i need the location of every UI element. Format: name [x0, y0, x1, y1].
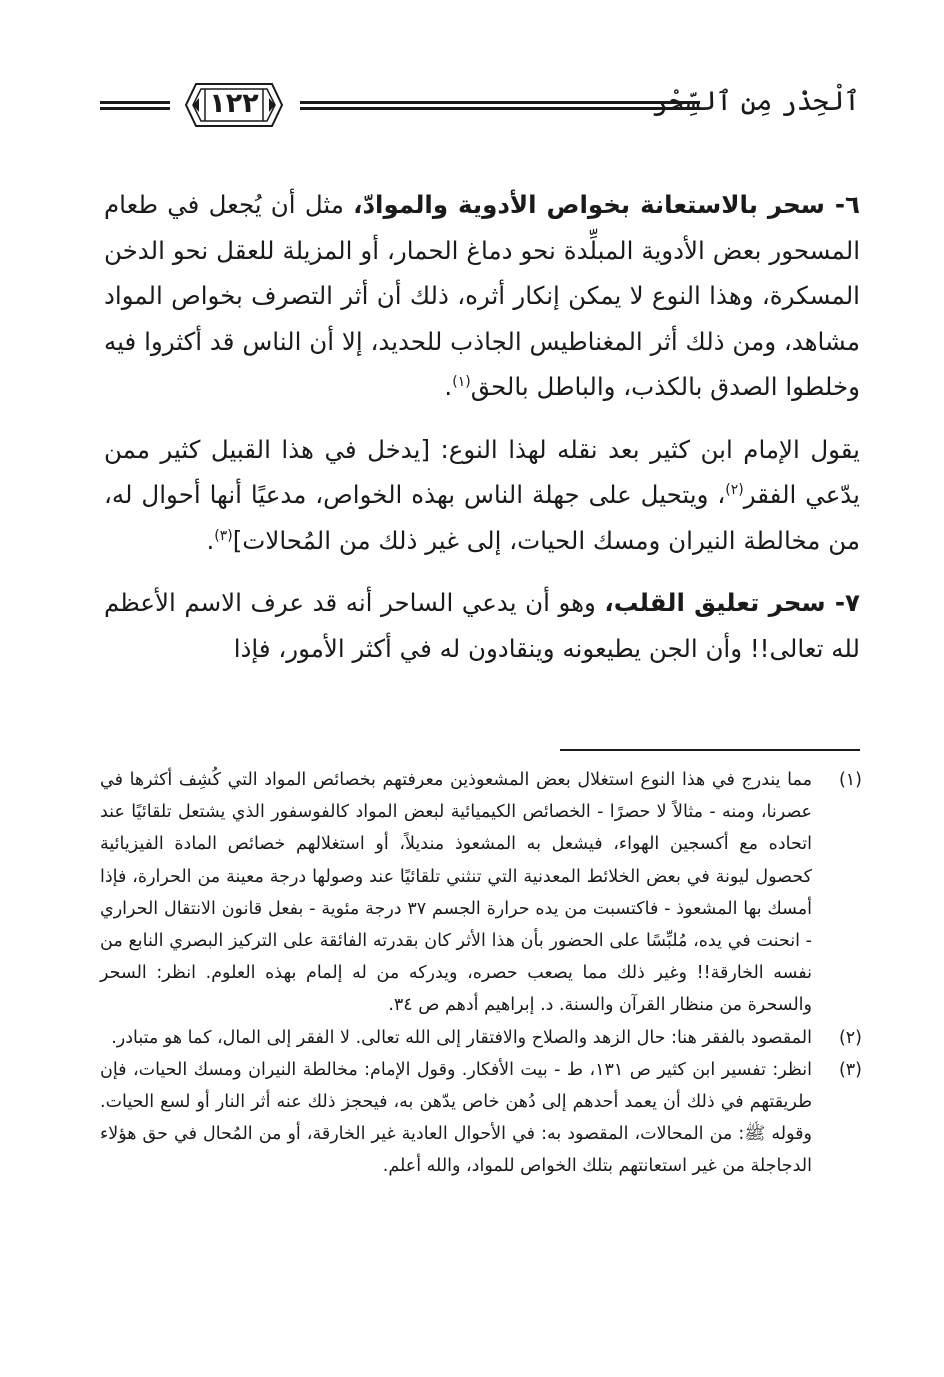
footnote-number: (٣): [838, 1059, 862, 1080]
paragraph-7-heading: سحر تعليق القلب،: [604, 588, 835, 617]
paragraph-6-end: .: [444, 372, 453, 401]
footnotes: [100, 764, 862, 1183]
footnote-ref-2[interactable]: (٢): [725, 481, 744, 498]
footnote-number: (١): [838, 770, 862, 790]
footnote-ref-3[interactable]: (٣): [214, 527, 233, 544]
footnote-3: [100, 1054, 862, 1183]
footnote-ref-1[interactable]: (١): [452, 373, 471, 390]
footnote-1: [100, 764, 862, 1022]
running-header: [100, 80, 860, 132]
paragraph-7-text: وهو أن يدعي الساحر أنه قد عرف الاسم الأعظم لله تعالى!! وأن الجن يطيعونه وينقادون له في أكثر الأمور، فإذا: [104, 588, 860, 663]
paragraph-7-number: ٧-: [834, 588, 860, 617]
header-rule-right: [300, 101, 700, 111]
paragraph-6-text: مثل أن يُجعل في طعام المسحور بعض الأدوية المبلِّدة نحو دماغ الحمار، أو المزيلة للعقل نحو الدخن المسكرة، وهذا النوع لا يمكن إنكار أثره، ذلك أن أثر التصرف بخواص المواد مشاهد، ومن ذلك أثر المغناطيس الجاذب للحديد، إلا أن الناس قد أكثروا فيه وخلطوا الصدق بالكذب، والباطل بالحق: [104, 190, 860, 401]
footnote-separator: [560, 749, 860, 751]
paragraph-6: [104, 182, 860, 410]
footnote-text: مما يندرج في هذا النوع استغلال بعض المشعوذين معرفتهم بخصائص المواد التي كُشِف أكثرها في عصرنا، ومنه - مثالاً لا حصرًا - الخصائص الكيميائية لبعض المواد كالفوسفور الذي يشتعل تلقائيًا عند اتحاده مع أكسجين الهواء، فيشعل به المشعوذ منديلاً، أو استغلالهم خصائص المادة الفيزيائية كحصول ليونة في بعض الخلائط المعدنية التي تنثني تلقائيًا عند وصولها درجة معينة من الحرارة، فإذا أمسك بها المشعوذ - فاكتسبت من يده حرارة الجسم ٣٧ درجة مئوية - بفعل قانون الانتقال الحراري - انحنت في يده، مُلبِّسًا على الحضور بأن هذا الأثر كان بقدرته الفائقة على التركيز البصري النابع من نفسه الخارقة!! وغير ذلك مما يصعب حصره، ويدركه من له إلمام بهذه العلوم. انظر: السحر والسحرة من منظار القرآن والسنة. د. إبراهيم أدهم ص ٣٤.: [100, 770, 812, 1016]
quote-end: .: [206, 525, 215, 555]
paragraph-6-number: ٦-: [834, 190, 860, 219]
book-title: ٱلْحِذْر مِن ٱلسِّحْر: [652, 86, 860, 117]
footnote-2: [100, 1022, 862, 1054]
paragraph-7: [104, 580, 860, 671]
quote-text-b: ، ويتحيل على جهلة الناس بهذه الخواص، مدعيًا أنها أحوال له، من مخالطة النيران ومسك الحيات، إلى غير ذلك من المُحالات]: [104, 480, 860, 555]
footnote-text: انظر: تفسير ابن كثير ص ١٣١، ط - بيت الأفكار. وقول الإمام: مخالطة النيران ومسك الحيات، فإن طريقتهم في ذلك أن يعمد أحدهم إلى دُهن خاص يدّهن به، فيحجز ذلك عنه أثر النار أو لسع الحيات. وقوله ﷺ: من المحالات، المقصود به: في الأحوال العادية غير الخارقة، أو من المُحال في حق هؤلاء الدجاجلة من غير استعانتهم بتلك الخواص للمواد، والله أعلم.: [100, 1059, 812, 1177]
ibn-kathir-quote: [104, 427, 860, 564]
footnote-text: المقصود بالفقر هنا: حال الزهد والصلاح والافتقار إلى الله تعالى. لا الفقر إلى المال، كما هو متبادر.: [111, 1027, 812, 1048]
quote-text-a: يقول الإمام ابن كثير بعد نقله لهذا النوع: [يدخل في هذا القبيل كثير ممن يدّعي الفقر: [104, 434, 860, 509]
header-rule-left: [100, 101, 170, 111]
paragraph-6-heading: سحر بالاستعانة بخواص الأدوية والموادّ،: [353, 190, 835, 219]
main-text: [104, 182, 860, 688]
page-number: ١٢٢: [209, 88, 259, 119]
footnote-number: (٢): [838, 1027, 862, 1048]
page-number-frame: [182, 80, 286, 130]
